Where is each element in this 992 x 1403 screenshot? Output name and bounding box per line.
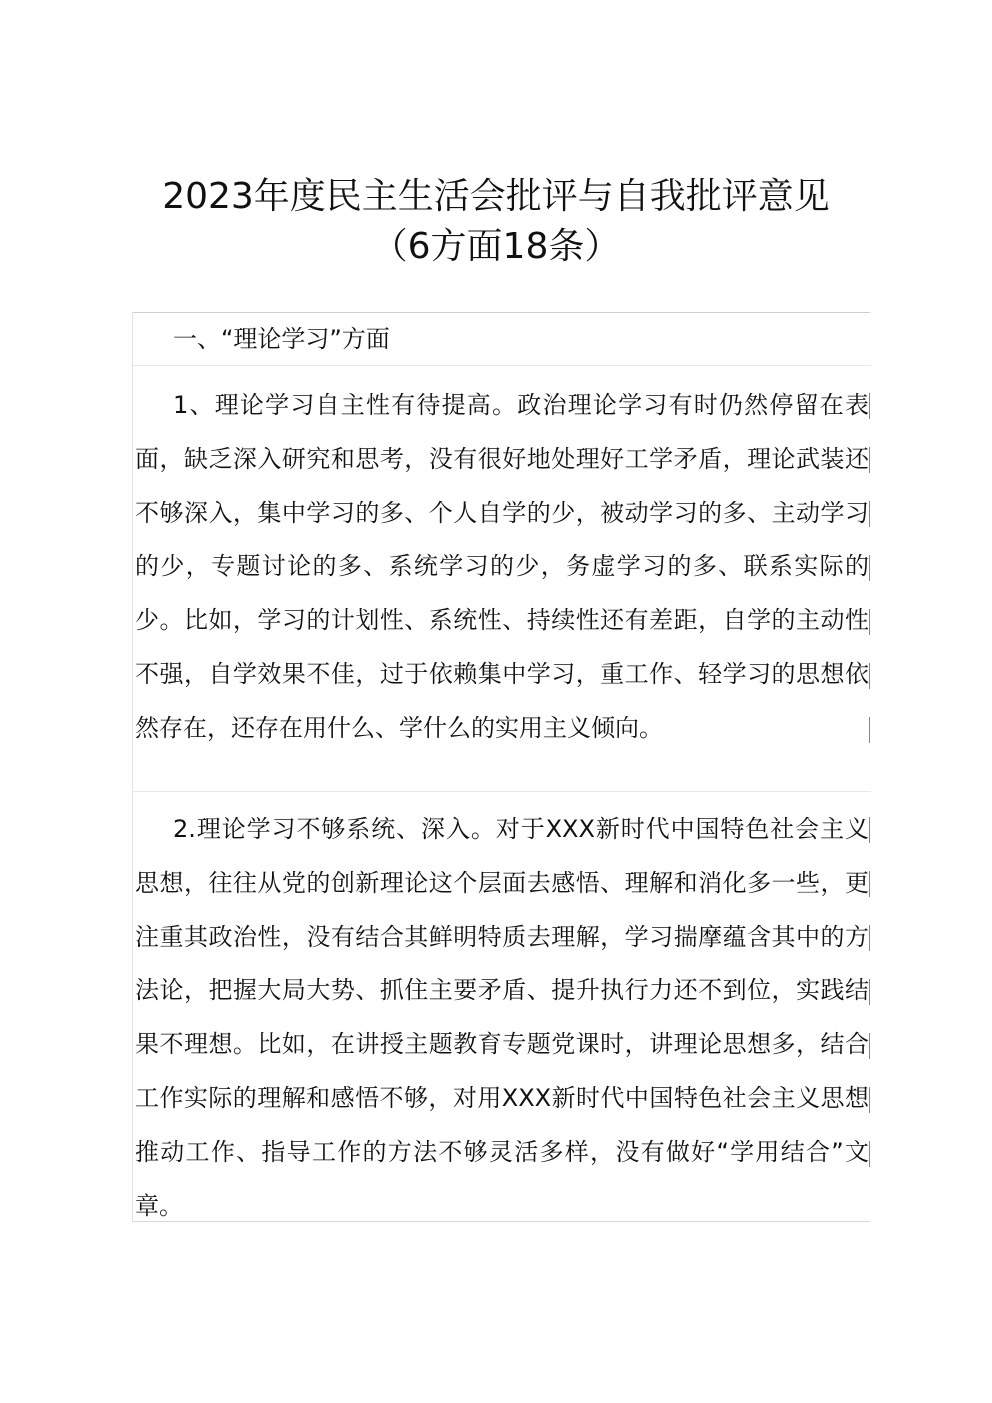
document-subtitle: （6方面18条） [371, 226, 621, 267]
cell-edge-mark [869, 1141, 870, 1167]
paragraph-1: 1、理论学习自主性有待提高。政治理论学习有时仍然停留在表面，缺乏深入研究和思考，没有很好地处理好工学矛盾，理论武装还不够深入，集中学习的多、个人自学的少，被动学习的多、主动学习的少，专题讨论的多、系统学习的少，务虚学习的多、联系实际的少。比如，学习的计划性、系统性、持续性还有差距，自学的主动性不强，自学效果不佳，过于依赖集中学习，重工作、轻学习的思想依然存在，还存在用什么、学什么的实用主义倾向。 [135, 391, 869, 742]
cell-edge-mark [869, 817, 870, 843]
cell-edge-mark [869, 555, 870, 581]
cell-edge-mark [869, 871, 870, 897]
cell-edge-mark [869, 979, 870, 1005]
paragraph-2: 2.理论学习不够系统、深入。对于XXX新时代中国特色社会主义思想，往往从党的创新理论这个层面去感悟、理解和消化多一些，更注重其政治性，没有结合其鲜明特质去理解，学习揣摩蕴含其中的方法论，把握大局大势、抓住主要矛盾、提升执行力还不到位，实践结果不理想。比如，在讲授主题教育专题党课时，讲理论思想多，结合工作实际的理解和感悟不够，对用XXX新时代中国特色社会主义思想推动工作、指导工作的方法不够灵活多样，没有做好“学用结合”文章。 [135, 815, 869, 1220]
section-heading: 一、“理论学习”方面 [173, 325, 390, 353]
cell-edge-mark [869, 717, 870, 743]
document-title: 2023年度民主生活会批评与自我批评意见 [162, 176, 830, 217]
cell-edge-mark [869, 393, 870, 419]
cell-edge-mark [869, 447, 870, 473]
row-divider [133, 791, 871, 792]
row-divider [133, 365, 871, 366]
cell-edge-mark [869, 663, 870, 689]
cell-edge-mark [869, 501, 870, 527]
cell-edge-mark [869, 925, 870, 951]
content-table [132, 312, 870, 1222]
cell-edge-mark [869, 1033, 870, 1059]
cell-edge-mark [869, 1087, 870, 1113]
cell-edge-mark [869, 609, 870, 635]
